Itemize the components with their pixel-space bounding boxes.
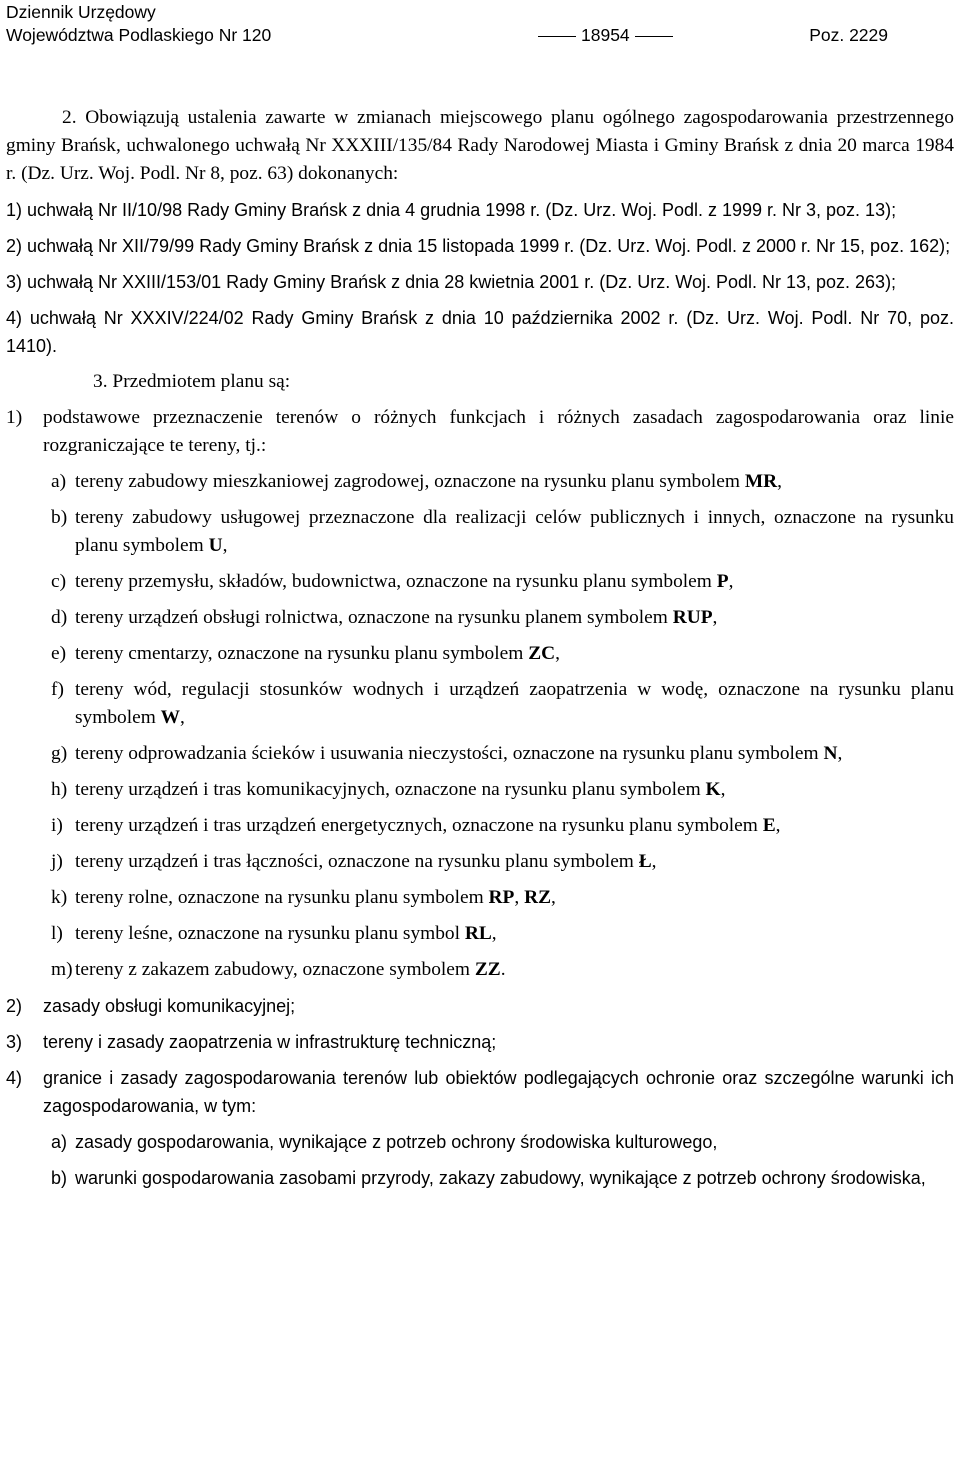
sub-item: c) tereny przemysłu, składów, budownictwa, oznaczone na rysunku planu symbolem P, bbox=[51, 571, 734, 592]
page-number: 18954 bbox=[533, 23, 678, 47]
journal-title: Dziennik Urzędowy bbox=[6, 2, 156, 22]
list-item: 2) uchwałą Nr XII/79/99 Rady Gminy Brańsk z dnia 15 listopada 1999 r. (Dz. Urz. Woj. Podl. z 2000 r. Nr 15, poz. 162); bbox=[6, 236, 951, 256]
sub-item: b) warunki gospodarowania zasobami przyrody, zakazy zabudowy, wynikające z potrzeb ochrony środowiska, bbox=[51, 1168, 926, 1188]
sub-item: k) tereny rolne, oznaczone na rysunku planu symbolem RP, RZ, bbox=[51, 887, 556, 908]
symbol: P bbox=[716, 571, 729, 592]
list-item: 4) uchwałą Nr XXXIV/224/02 Rady Gminy Brańsk z dnia 10 października 2002 r. (Dz. Urz. Woj. Podl. Nr 70, poz. 1410). bbox=[6, 308, 954, 356]
symbol: MR bbox=[744, 471, 778, 492]
paragraph-3 bbox=[6, 368, 954, 396]
symbol: Ł bbox=[638, 851, 652, 872]
list-item: 3) tereny i zasady zaopatrzenia w infrastrukturę techniczną; bbox=[6, 1032, 497, 1052]
symbol: W bbox=[160, 707, 181, 728]
sub-item: b) tereny zabudowy usługowej przeznaczone dla realizacji celów publicznych i innych, oznaczone na rysunku planu symbolem U, bbox=[51, 507, 954, 556]
sub-item: f) tereny wód, regulacji stosunków wodnych i urządzeń zaopatrzenia w wodę, oznaczone na rysunku planu symbolem W, bbox=[51, 679, 954, 728]
list-item: 1) uchwałą Nr II/10/98 Rady Gminy Brańsk z dnia 4 grudnia 1998 r. (Dz. Urz. Woj. Podl. z 1999 r. Nr 3, poz. 13); bbox=[6, 200, 897, 220]
symbol: N bbox=[823, 743, 838, 764]
paragraph-text: Przedmiotem planu są: bbox=[112, 371, 291, 392]
paragraph-number: 3. bbox=[93, 371, 108, 392]
sub-item: i) tereny urządzeń i tras urządzeń energetycznych, oznaczone na rysunku planu symbolem E, bbox=[51, 815, 781, 836]
journal-issue: Województwa Podlaskiego Nr 120 bbox=[6, 25, 272, 45]
sub-item: a) tereny zabudowy mieszkaniowej zagrodowej, oznaczone na rysunku planu symbolem MR, bbox=[51, 471, 783, 492]
paragraph-2: 2. Obowiązują ustalenia zawarte w zmianach miejscowego planu ogólnego zagospodarowania przestrzennego gminy Brańsk, uchwalonego uchwałą Nr XXXIII/135/84 Rady Narodowej Miasta i Gminy Brańsk z dnia 20 marca 1984 r. (Dz. Urz. Woj. Podl. Nr 8, poz. 63) dokonanych: bbox=[6, 107, 954, 184]
position-number: Poz. 2229 bbox=[809, 25, 888, 45]
symbol: RL bbox=[464, 923, 492, 944]
sub-item: h) tereny urządzeń i tras komunikacyjnych, oznaczone na rysunku planu symbolem K, bbox=[51, 779, 726, 800]
item-text: podstawowe przeznaczenie terenów o różnych funkcjach i różnych zasadach zagospodarowania oraz linie rozgraniczające te tereny, tj.: bbox=[43, 407, 954, 456]
item-number: 1) bbox=[6, 407, 23, 428]
sub-item: g) tereny odprowadzania ścieków i usuwania nieczystości, oznaczone na rysunku planu symbolem N, bbox=[51, 743, 843, 764]
list-item: 3) uchwałą Nr XXIII/153/01 Rady Gminy Brańsk z dnia 28 kwietnia 2001 r. (Dz. Urz. Woj. Podl. Nr 13, poz. 263); bbox=[6, 272, 897, 292]
symbol: K bbox=[705, 779, 721, 800]
symbol: E bbox=[762, 815, 776, 836]
sub-item: d) tereny urządzeń obsługi rolnictwa, oznaczone na rysunku planem symbolem RUP, bbox=[51, 607, 718, 628]
sub-item: l) tereny leśne, oznaczone na rysunku planu symbol RL, bbox=[51, 923, 497, 944]
sub-item: e) tereny cmentarzy, oznaczone na rysunku planu symbolem ZC, bbox=[51, 643, 560, 664]
symbol: ZZ bbox=[474, 959, 501, 980]
sub-item: m) tereny z zakazem zabudowy, oznaczone symbolem ZZ. bbox=[51, 959, 506, 980]
symbol: RP bbox=[488, 887, 515, 908]
sub-item: a) zasady gospodarowania, wynikające z potrzeb ochrony środowiska kulturowego, bbox=[51, 1132, 718, 1152]
symbol: ZC bbox=[528, 643, 556, 664]
sub-item: j) tereny urządzeń i tras łączności, oznaczone na rysunku planu symbolem Ł, bbox=[51, 851, 657, 872]
symbol: RUP bbox=[672, 607, 713, 628]
symbol: U bbox=[208, 535, 223, 556]
page-header bbox=[6, 0, 956, 50]
symbol: RZ bbox=[524, 887, 552, 908]
list-item: 2) zasady obsługi komunikacyjnej; bbox=[6, 996, 296, 1016]
list-item: 4) granice i zasady zagospodarowania terenów lub obiektów podlegających ochronie oraz szczególne warunki ich zagospodarowania, w tym: bbox=[6, 1068, 954, 1116]
document-body bbox=[6, 104, 954, 1200]
list-item bbox=[6, 404, 954, 460]
